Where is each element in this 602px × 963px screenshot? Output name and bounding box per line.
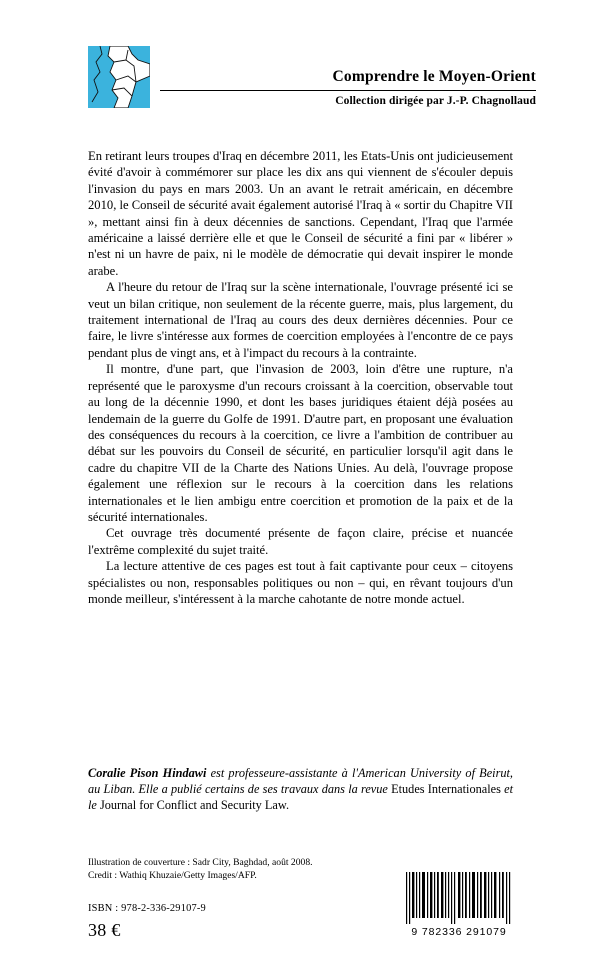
credit-line-illustration: Illustration de couverture : Sadr City, Baghdad, août 2008. — [88, 857, 313, 868]
blurb-paragraph: En retirant leurs troupes d'Iraq en décembre 2011, les Etats-Unis ont judicieusement évité d'avoir à commémorer sur place les dix ans qui viennent de s'écouler depuis l'invasion du pays en mars 2003. Un an avant le retrait américain, en décembre 2010, le Conseil de sécurité avait également autorisé l'Iraq à « sortir du Chapitre VII », mettant ainsi fin à deux décennies de sanctions. Cependant, l'Iraq que l'armée américaine a laissé derrière elle et que le Conseil de sécurité a fini par « libérer » n'est ni un havre de paix, ni le modèle de démocratie qui devait inspirer le monde arabe. — [88, 149, 513, 278]
cover-header — [88, 46, 536, 124]
author-bio-text-3: . — [285, 798, 290, 813]
isbn-number: ISBN : 978-2-336-29107-9 — [88, 903, 206, 914]
blurb-paragraph: La lecture attentive de ces pages est tout à fait captivante pour ceux – citoyens spécialistes ou non, responsables politiques ou non – qui, en rêvant toujours d'un monde meilleur, s'intéressent à la marche cahotante de notre monde actuel. — [88, 559, 513, 606]
journal-name-1: Etudes Internationales — [391, 782, 501, 797]
author-biography — [88, 765, 513, 814]
isbn-block — [88, 903, 308, 941]
price-label: 38 € — [88, 920, 121, 940]
header-divider — [160, 90, 536, 91]
blurb-paragraph: A l'heure du retour de l'Iraq sur la scène internationale, l'ouvrage présenté ici se veut un bilan critique, non seulement de la récente guerre, mais, plus largement, du traitement international de l'Iraq au cours des deux dernières décennies. Pour ce faire, le livre s'intéresse aux formes de coercition employées à l'encontre de ce pays pendant plus de vingt ans, et à l'impact du recours à la contrainte. — [88, 280, 513, 360]
blurb-paragraph: Il montre, d'une part, que l'invasion de 2003, loin d'être une rupture, n'a représenté que le paroxysme d'un recours croissant à la coercition, observable tout au long de la décennie 1990, et dont les bases juridiques étaient déjà posées au lendemain de la guerre du Golfe de 1991. D'autre part, en proposant une évaluation des conséquences du recours à la coercition, ce livre a l'ambition de contribuer au débat sur les pouvoirs du Conseil de sécurité, en particulier lorsqu'il agit dans le cadre du chapitre VII de la Charte des Nations Unies. Au delà, l'ouvrage propose également une réflexion sur le recours à la coercition dans les relations internationales et le lien ambigu entre coercition et promotion de la paix et de la sécurité internationales. — [88, 362, 513, 524]
header-titles — [160, 68, 536, 107]
blurb-paragraph: Cet ouvrage très documenté présente de façon claire, précise et nuancée l'extrême complexité du sujet traité. — [88, 526, 513, 557]
middle-east-map-logo — [88, 46, 150, 108]
barcode-digits: 9 782336 291079 — [411, 926, 507, 938]
cover-credits — [88, 856, 388, 882]
author-bio-text-1: est professeure-assistante à l'American University of Beirut, au Liban. Elle a publié certains de ses travaux dans la revue — [88, 766, 513, 797]
credit-line-photo: Credit : Wathiq Khuzaie/Getty Images/AFP. — [88, 870, 257, 881]
author-bio-text-2: et le — [88, 782, 513, 813]
series-subtitle: Collection dirigée par J.-P. Chagnollaud — [335, 94, 536, 107]
journal-name-2: Journal for Conflict and Security Law — [99, 798, 286, 813]
blurb-text — [88, 148, 513, 607]
series-title: Comprendre le Moyen-Orient — [332, 68, 536, 85]
ean13-barcode — [404, 872, 514, 938]
author-name: Coralie Pison Hindawi — [88, 766, 207, 780]
